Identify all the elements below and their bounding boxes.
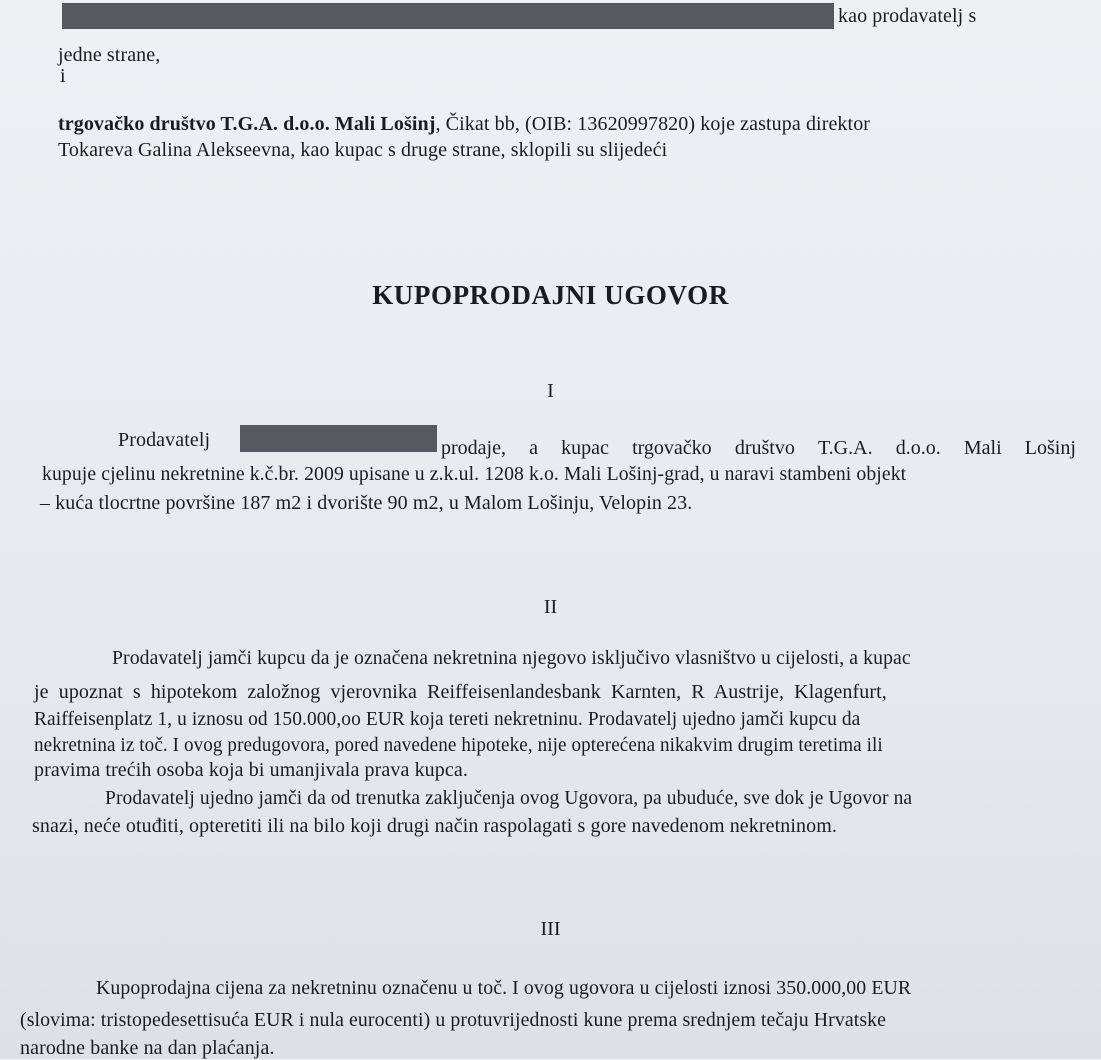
word: društvo [734,437,795,459]
header-line1-suffix: kao prodavatelj s [838,5,977,27]
section-1-line3: – kuća tlocrtne površine 187 m2 i dvorište 90 m2, u Malom Lošinju, Velopin 23. [40,492,693,514]
section-2-numeral: II [543,596,558,618]
header-line5: Tokareva Galina Alekseevna, kao kupac s druge strane, sklopili su slijedeći [58,139,668,161]
word: prodaje, [441,437,506,459]
section-1-line1-end-text [441,436,1076,460]
section-1-line2: kupuje cjelinu nekretnine k.č.br. 2009 upisane u z.k.ul. 1208 k.o. Mali Lošinj-grad, u naravi stambeni objekt [42,463,907,485]
word: Mali [963,437,1002,459]
section-2-line5: pravima trećih osoba koja bi umanjivala prava kupca. [34,759,468,781]
redacted-seller-name-2 [240,425,437,452]
section-2-line4: nekretnina iz toč. I ovog predugovora, pored navedene hipoteke, nije opterećena nikakvim drugim teretima ili [34,734,883,756]
section-3-line1: Kupoprodajna cijena za nekretninu označenu u toč. I ovog ugovora u cijelosti iznosi 350.000,00 EUR [96,977,912,999]
word: Lošinj [1024,437,1076,459]
section-3-numeral: III [540,918,561,940]
buyer-name: trgovačko društvo T.G.A. d.o.o. Mali Lošinj [58,113,436,135]
page-title: KUPOPRODAJNI UGOVOR [372,280,729,310]
word: trgovačko [632,437,712,459]
section-1-line1-end [441,436,1076,460]
word: a [529,437,539,459]
section-2-line3: Raiffeisenplatz 1, u iznosu od 150.000,oo EUR koja tereti nekretninu. Prodavatelj ujedno jamči kupcu da [34,708,861,730]
word: kupac [561,437,609,459]
section-2-line6: Prodavatelj ujedno jamči da od trenutka zaključenja ovog Ugovora, pa ubuduće, sve dok je Ugovor na [105,787,913,809]
section-1-numeral: I [547,380,554,402]
section-2-line7: snazi, neće otuđiti, opteretiti ili na bilo koji drugi način raspolagati s gore navedenom nekretninom. [32,815,837,837]
header-line2: jedne strane, [58,44,161,66]
header-buyer-line [58,112,870,136]
header-line3: i [60,65,66,87]
word: d.o.o. [895,437,941,459]
word: T.G.A. [817,437,873,459]
section-3-line3: narodne banke na dan plaćanja. [20,1037,275,1059]
section-3-line2: (slovima: tristopedesettisuća EUR i nula eurocenti) u protuvrijednosti kune prema srednjem tečaju Hrvatske [20,1009,887,1031]
section-2-line2: je upoznat s hipotekom založnog vjerovnika Reiffeisenlandesbank Karnten, R Austrije, Klagenfurt, [34,681,887,703]
section-1-line1-start: Prodavatelj [118,429,211,451]
redacted-seller-name [62,3,834,29]
section-2-line1: Prodavatelj jamči kupcu da je označena nekretnina njegovo isključivo vlasništvo u cijelosti, a kupac [112,647,911,669]
buyer-details: , Čikat bb, (OIB: 13620997820) koje zastupa direktor [435,113,871,135]
